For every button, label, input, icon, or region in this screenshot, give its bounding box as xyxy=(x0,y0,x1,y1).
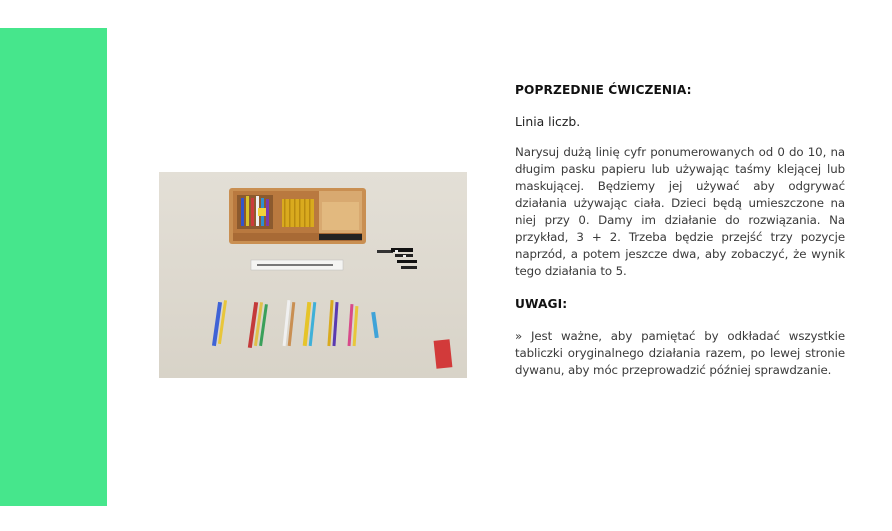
section-heading-notes: UWAGI: xyxy=(515,297,568,311)
exercise-name: Linia liczb. xyxy=(515,114,581,129)
wooden-tray xyxy=(229,188,366,244)
bead-bars-photo xyxy=(159,172,467,378)
notes-text: » Jest ważne, aby pamiętać by odkładać wszystkie tabliczki oryginalnego działania razem, po lewej stronie dywanu, aby móc przeprowadzić później sprawdzanie. xyxy=(515,329,845,377)
accent-bar xyxy=(0,28,107,506)
text-column xyxy=(515,79,845,379)
photo-illustration xyxy=(159,172,467,378)
section-heading-previous-exercises: POPRZEDNIE ĆWICZENIA: xyxy=(515,83,692,97)
red-card xyxy=(434,339,453,369)
exercise-description: Narysuj dużą linię cyfr ponumerowanych od 0 do 10, na długim pasku papieru lub używając taśmy klejącej lub maskującej. Będziemy jej używać aby odgrywać działania używając ciała. Dzieci będą umieszczone na niej przy 0. Damy im działanie do rozwiązania. Na przykład, 3 + 2. Trzeba będzie przejść trzy pozycje naprzód, a potem jeszcze dwa, aby zobaczyć, że wynik tego działania to 5. xyxy=(515,145,845,278)
